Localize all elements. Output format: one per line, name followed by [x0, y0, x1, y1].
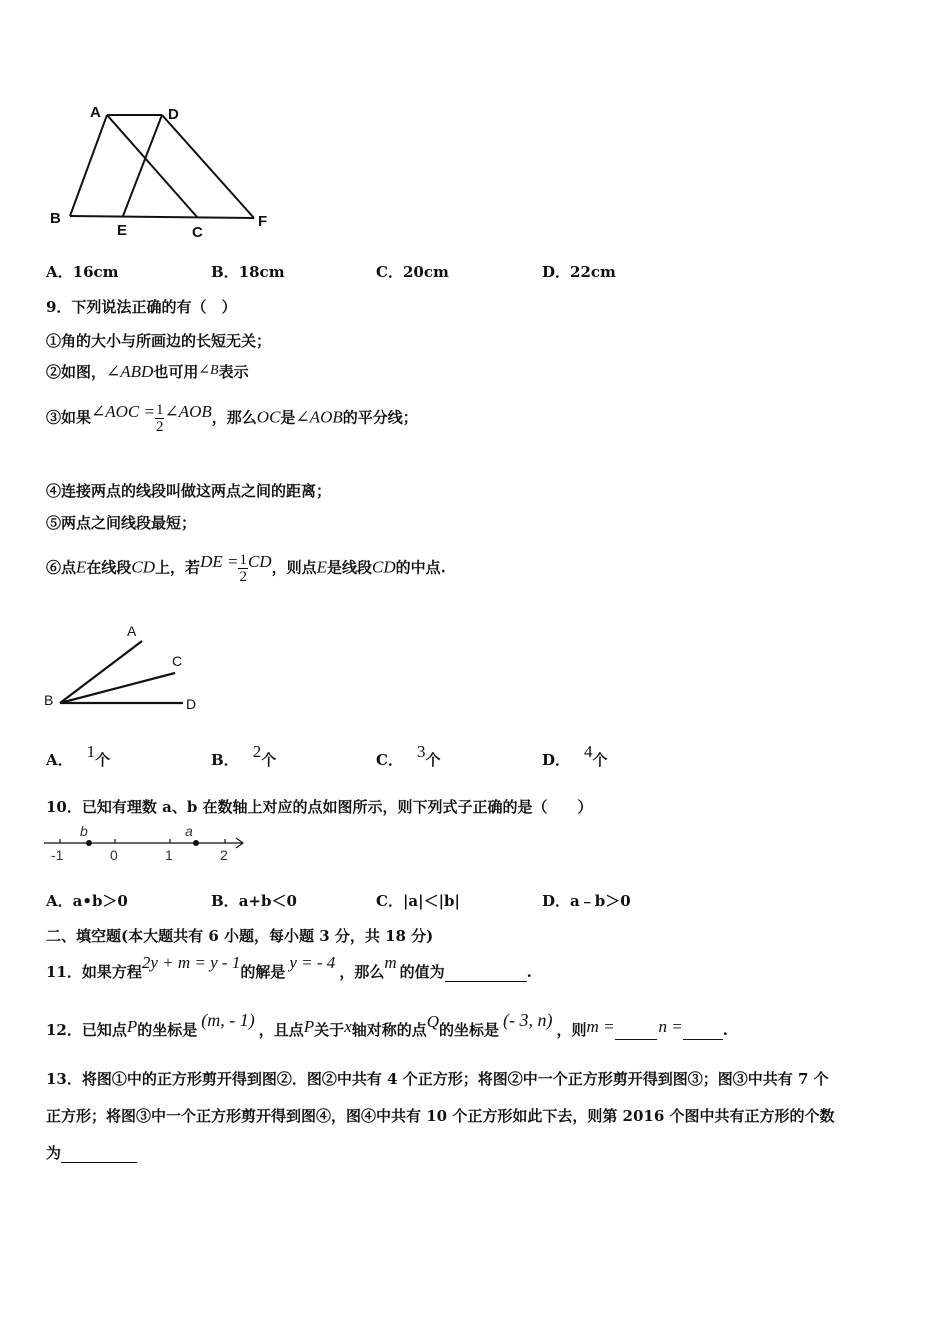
q8-label-C: C [192, 224, 203, 241]
q9-label-B: B [44, 692, 54, 708]
q10-option-b[interactable]: B．a+b＜0 [211, 892, 297, 910]
q8-label-D: D [168, 106, 179, 123]
q8-option-b[interactable]: B．18cm [211, 263, 285, 281]
q9-statement-3: ③如果∠AOC = $\frac{1}{2}$ ∠AOB，那么OC是∠AOB的平分线； [46, 401, 418, 435]
q10-label-a: a [185, 823, 193, 839]
q8-line-AC [107, 115, 197, 217]
q12-n-blank[interactable] [683, 1021, 723, 1040]
q8-line-DF [162, 115, 254, 218]
q8-option-a[interactable]: A．16cm [46, 263, 119, 281]
q10-tick-label-0: 0 [110, 847, 118, 863]
q9-statement-5: ⑤两点之间线段最短； [46, 514, 197, 532]
q8-option-c[interactable]: C．20cm [376, 263, 449, 281]
q9-statement-4: ④连接两点的线段叫做这两点之间的距离； [46, 482, 332, 500]
q12-m-blank[interactable] [615, 1021, 657, 1040]
q9-ray-BA [60, 641, 142, 703]
q10-tick-label-2: 2 [220, 847, 228, 863]
q8-label-B: B [50, 210, 61, 227]
q10-label-b: b [80, 823, 88, 839]
q10-stem: 10．已知有理数 a、b 在数轴上对应的点如图所示，则下列式子正确的是（ ） [46, 798, 593, 816]
q9-statement-1: ①角的大小与所画边的长短无关； [46, 332, 272, 350]
q9-label-A: A [127, 623, 137, 639]
q9-option-a[interactable]: A． 1个 [46, 742, 111, 769]
q9-ray-BC [60, 673, 175, 703]
q13-line-2: 正方形；将图③中一个正方形剪开得到图④，图④中共有 10 个正方形如此下去，则第 2016 个图中共有正方形的个数 [46, 1107, 835, 1125]
q8-label-E: E [117, 222, 128, 239]
q8-line-DE [123, 115, 162, 216]
q10-point-a [193, 840, 199, 846]
q9-label-D: D [186, 696, 197, 712]
q10-tick-label-m1: -1 [51, 847, 64, 863]
section-2-title: 二、填空题(本大题共有 6 小题，每小题 3 分，共 18 分) [46, 927, 434, 945]
q8-line-BF [70, 216, 254, 218]
q13-line-1: 13．将图①中的正方形剪开得到图②．图②中共有 4 个正方形；将图②中一个正方形剪开得到图③；图③中共有 7 个 [46, 1070, 829, 1088]
q11: 11．如果方程2y + m = y - 1的解是 y = - 4 ，那么m 的值为 . [46, 953, 532, 981]
q9-figure [40, 620, 210, 720]
q8-figure [40, 95, 280, 245]
q10-tick-label-1: 1 [165, 847, 173, 863]
q10-point-b [86, 840, 92, 846]
q8-label-F: F [258, 213, 268, 230]
q10-option-d[interactable]: D．a﹣b＞0 [542, 892, 631, 910]
q9-option-c[interactable]: C． 3个 [376, 742, 441, 769]
q13-line-3: 为 [46, 1142, 137, 1163]
q8-label-A: A [90, 104, 101, 121]
q10-option-a[interactable]: A．a•b＞0 [46, 892, 128, 910]
q9-option-b[interactable]: B． 2个 [211, 742, 277, 769]
q8-option-d[interactable]: D．22cm [542, 263, 616, 281]
q9-label-C: C [172, 653, 183, 669]
q9-statement-2: ②如图，∠ABD也可用∠B表示 [46, 362, 249, 381]
q13-answer-blank[interactable] [61, 1144, 137, 1163]
q8-line-AB [70, 115, 107, 216]
q9-stem: 9．下列说法正确的有（ ） [46, 298, 237, 316]
q11-answer-blank[interactable] [445, 963, 527, 982]
q9-option-d[interactable]: D． 4个 [542, 742, 608, 769]
q10-option-c[interactable]: C．|a|＜|b| [376, 892, 460, 910]
q10-number-line [40, 822, 260, 867]
q12: 12．已知点P的坐标是 (m, - 1) ，且点P关于x轴对称的点Q的坐标是 (- 3, n) ，则m = n = . [46, 1010, 729, 1039]
q9-statement-6: ⑥点E在线段CD上，若DE = $\frac{1}{2}$ CD，则点E是线段CD的中点. [46, 551, 446, 585]
